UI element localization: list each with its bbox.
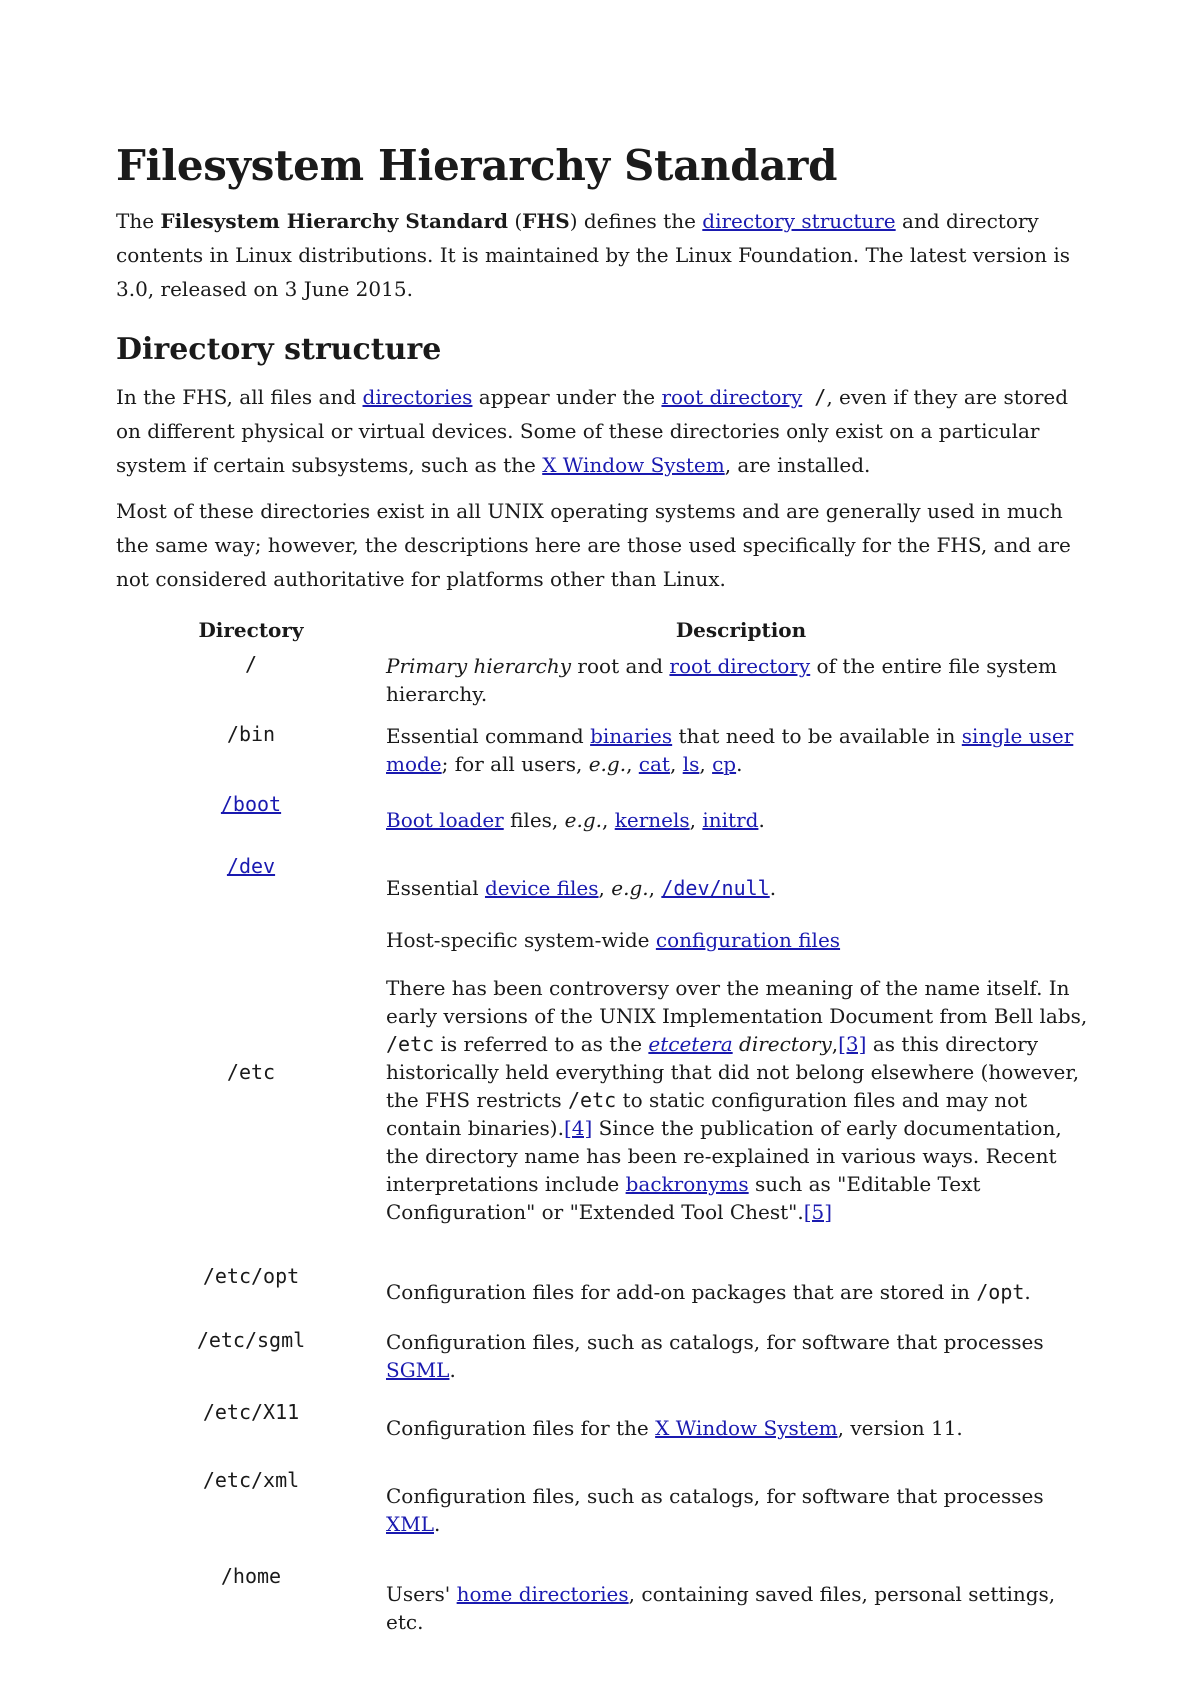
code-etc: /etc xyxy=(386,1032,435,1056)
text: Configuration files for the xyxy=(386,1416,656,1440)
page-title: Filesystem Hierarchy Standard xyxy=(116,141,838,190)
link-directories[interactable]: directories xyxy=(362,385,473,409)
text: of the entire file system hierarchy. xyxy=(386,654,1057,706)
link-single-user-mode[interactable]: single user mode xyxy=(386,724,1074,776)
text: , xyxy=(831,1032,839,1056)
link-initrd[interactable]: initrd xyxy=(702,808,759,832)
desc-bin xyxy=(386,716,1096,786)
ref-4[interactable]: [4] xyxy=(563,1116,593,1140)
link-configuration-files[interactable]: configuration files xyxy=(655,928,841,952)
em: e.g. xyxy=(564,808,603,832)
text: , xyxy=(689,808,703,832)
ref-5[interactable]: [5] xyxy=(803,1200,833,1224)
link-backronyms[interactable]: backronyms xyxy=(625,1172,749,1196)
etc-para-1 xyxy=(386,926,1096,954)
desc-root xyxy=(386,646,1096,716)
text: to static configuration files and may not contain binaries). xyxy=(386,1088,1028,1140)
text: . xyxy=(758,808,765,832)
intro-text: The xyxy=(116,209,161,233)
table-row xyxy=(116,646,1096,716)
em: directory xyxy=(732,1032,832,1056)
dir-etc: /etc xyxy=(226,1060,276,1084)
link-cat[interactable]: cat xyxy=(638,752,670,776)
text: ; for all users, xyxy=(441,752,589,776)
dir-etc-sgml: /etc/sgml xyxy=(196,1328,306,1352)
intro-text: ) defines the xyxy=(569,209,703,233)
code-opt: /opt xyxy=(976,1280,1025,1304)
dir-etc-x11: /etc/X11 xyxy=(202,1400,300,1424)
text: that need to be available in xyxy=(672,724,962,748)
text: Essential command xyxy=(386,724,591,748)
text: . xyxy=(449,1358,456,1382)
link-sgml[interactable]: SGML xyxy=(386,1358,450,1382)
table-row xyxy=(116,716,1096,786)
text: Users' xyxy=(386,1582,457,1606)
text: , xyxy=(602,808,615,832)
em: e.g. xyxy=(588,752,627,776)
desc-etc-x11 xyxy=(386,1392,1096,1450)
link-device-files[interactable]: device files xyxy=(484,876,599,900)
paragraph-1 xyxy=(116,380,1096,482)
text: Host-specific system-wide xyxy=(386,928,656,952)
desc-etc-opt xyxy=(386,1234,1096,1314)
table-row xyxy=(116,1392,1096,1450)
dir-etc-xml: /etc/xml xyxy=(202,1468,300,1492)
dir-home: /home xyxy=(220,1564,282,1588)
etc-para-2 xyxy=(386,974,1096,1226)
text: . xyxy=(1024,1280,1031,1304)
intro-text: and directory contents in Linux distributions. It is maintained by the Linux Foundation. The latest version is 3.0, released on 3 June 2015. xyxy=(116,209,1071,301)
desc-etc-xml xyxy=(386,1450,1096,1546)
text: In the FHS, all files and xyxy=(116,385,363,409)
link-kernels[interactable]: kernels xyxy=(614,808,690,832)
desc-home xyxy=(386,1546,1096,1644)
text: appear under the xyxy=(472,385,662,409)
table-header-row xyxy=(116,612,1096,646)
table-row xyxy=(116,910,1096,1234)
code-root: / xyxy=(802,385,827,409)
link-boot-loader[interactable]: Boot loader xyxy=(386,808,504,832)
text: , containing saved files, personal settings, etc. xyxy=(386,1582,1056,1634)
intro-text: ( xyxy=(507,209,523,233)
directory-table xyxy=(116,612,1096,1644)
link-root-directory[interactable]: root directory xyxy=(661,385,803,409)
table-row xyxy=(116,1450,1096,1546)
text: . xyxy=(434,1512,441,1536)
link-dev-null[interactable]: /dev/null xyxy=(661,876,770,900)
text: root and xyxy=(571,654,670,678)
em: e.g. xyxy=(611,876,649,900)
dir-etc-opt: /etc/opt xyxy=(202,1264,300,1288)
link-home-directories[interactable]: home directories xyxy=(456,1582,629,1606)
link-dev[interactable]: /dev xyxy=(226,854,276,878)
desc-boot xyxy=(386,786,1096,842)
article xyxy=(116,140,1096,1644)
text: files, xyxy=(503,808,565,832)
text: Essential xyxy=(386,876,485,900)
text: , version 11. xyxy=(837,1416,963,1440)
link-xml[interactable]: XML xyxy=(386,1512,434,1536)
text: , xyxy=(669,752,683,776)
text: , xyxy=(699,752,713,776)
text: . xyxy=(769,876,777,900)
dir-root: / xyxy=(244,652,258,676)
em: Primary hierarchy xyxy=(386,654,572,678)
header-description: Description xyxy=(675,618,807,642)
intro-bold-abbr: FHS xyxy=(522,209,570,233)
text: Configuration files, such as catalogs, for software that processes xyxy=(386,1484,1044,1508)
text: Configuration files, such as catalogs, for software that processes xyxy=(386,1330,1044,1354)
table-row xyxy=(116,1314,1096,1392)
ref-3[interactable]: [3] xyxy=(838,1032,867,1056)
intro-bold-name: Filesystem Hierarchy Standard xyxy=(160,209,508,233)
text: , are installed. xyxy=(724,453,871,477)
text: There has been controversy over the meaning of the name itself. In early versions of the UNIX Implementation Document from Bell labs, xyxy=(386,976,1088,1028)
link-x-window-system[interactable]: X Window System xyxy=(655,1416,838,1440)
text: such as "Editable Text Configuration" or "Extended Tool Chest". xyxy=(386,1172,981,1224)
link-cp[interactable]: cp xyxy=(712,752,737,776)
text: is referred to as the xyxy=(434,1032,649,1056)
dir-dev xyxy=(116,842,386,910)
desc-etc xyxy=(386,910,1096,1234)
link-directory-structure[interactable]: directory structure xyxy=(702,209,896,233)
table-row xyxy=(116,786,1096,842)
table-row xyxy=(116,1234,1096,1314)
text: , even if they are stored on different physical or virtual devices. Some of these directories only exist on a particular system if certain subsystems, such as the xyxy=(116,385,1069,477)
link-etcetera[interactable]: etcetera xyxy=(648,1032,733,1056)
text: , xyxy=(648,876,662,900)
desc-dev xyxy=(386,842,1096,910)
text: as this directory historically held everything that did not belong elsewhere (however, the FHS restricts xyxy=(386,1032,1080,1112)
text: . xyxy=(736,752,743,776)
text: , xyxy=(598,876,612,900)
text: Configuration files for add-on packages that are stored in xyxy=(386,1280,977,1304)
table-row xyxy=(116,842,1096,910)
code-etc: /etc xyxy=(568,1088,617,1112)
link-binaries[interactable]: binaries xyxy=(590,724,673,748)
table-row xyxy=(116,1546,1096,1644)
text: Since the publication of early documentation, the directory name has been re-explained in various ways. Recent interpretations include xyxy=(386,1116,1062,1196)
text: , xyxy=(626,752,639,776)
link-root-directory[interactable]: root directory xyxy=(669,654,811,678)
link-x-window-system[interactable]: X Window System xyxy=(542,453,725,477)
header-directory: Directory xyxy=(198,618,304,642)
dir-boot xyxy=(116,786,386,842)
link-boot[interactable]: /boot xyxy=(220,792,282,816)
desc-etc-sgml xyxy=(386,1314,1096,1392)
dir-bin: /bin xyxy=(226,722,276,746)
intro-paragraph xyxy=(116,204,1096,306)
link-ls[interactable]: ls xyxy=(682,752,700,776)
paragraph-2: Most of these directories exist in all UNIX operating systems and are generally used in much the same way; however, the descriptions here are those used specifically for the FHS, and are not considered authoritative for platforms other than Linux. xyxy=(116,499,1071,591)
section-heading: Directory structure xyxy=(116,332,442,367)
